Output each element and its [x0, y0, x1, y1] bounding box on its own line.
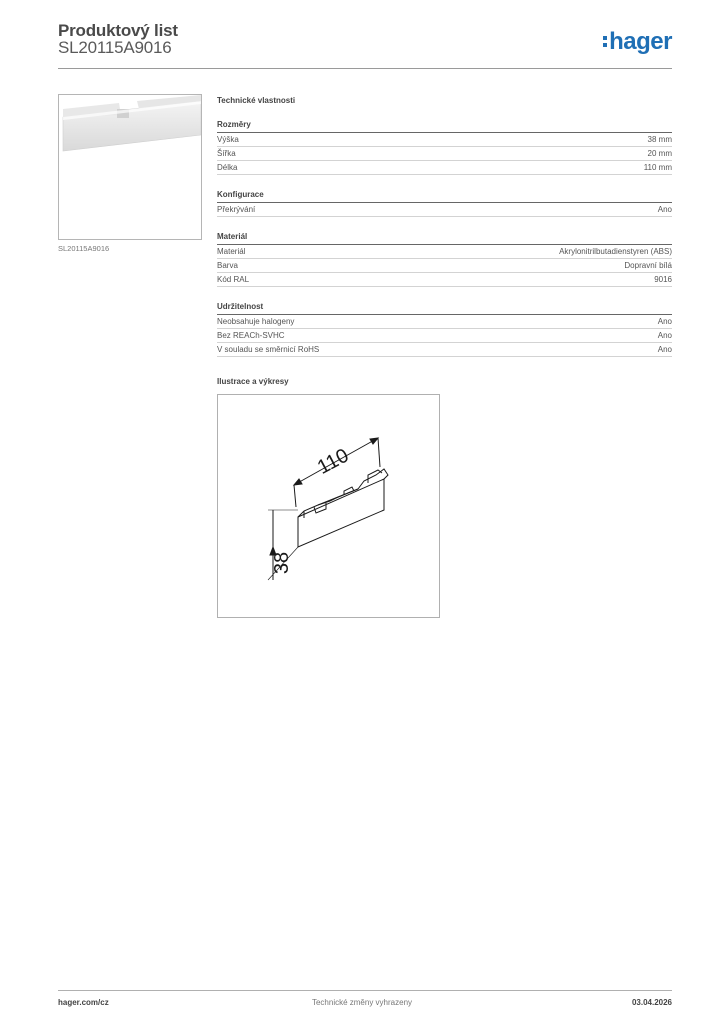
- spec-group-material: [217, 230, 672, 287]
- spec-row: [217, 343, 672, 357]
- spec-value: 110 mm: [643, 163, 672, 172]
- footer-divider: [58, 990, 672, 991]
- spec-label: Šířka: [217, 149, 236, 158]
- product-photo-graphic: [59, 95, 201, 239]
- specs-heading: Technické vlastnosti: [217, 96, 296, 105]
- spec-row: [217, 161, 672, 175]
- spec-value: Dopravní bílá: [624, 261, 672, 270]
- technical-drawing: [217, 394, 440, 618]
- spec-label: Délka: [217, 163, 238, 172]
- spec-label: Neobsahuje halogeny: [217, 317, 295, 326]
- header-divider: [58, 68, 672, 69]
- spec-row: [217, 315, 672, 329]
- spec-group-configuration: [217, 188, 672, 217]
- spec-group-title: Materiál: [217, 230, 672, 245]
- footer-notice: Technické změny vyhrazeny: [311, 998, 413, 1007]
- height-dimension-label: 38: [271, 551, 293, 575]
- image-caption: SL20115A9016: [58, 244, 110, 253]
- spec-label: V souladu se směrnicí RoHS: [217, 345, 320, 354]
- spec-value: Ano: [657, 345, 672, 354]
- spec-row: [217, 259, 672, 273]
- spec-label: Překrývání: [217, 205, 256, 214]
- logo-text: hager: [609, 28, 672, 55]
- drawings-heading: Ilustrace a výkresy: [217, 377, 289, 386]
- length-dimension-label: 110: [313, 444, 353, 479]
- spec-label: Kód RAL: [217, 275, 250, 284]
- logo-colon-icon: [603, 33, 607, 49]
- spec-value: Ano: [657, 331, 672, 340]
- spec-row: [217, 245, 672, 259]
- spec-label: Výška: [217, 135, 239, 144]
- spec-group-title: Konfigurace: [217, 188, 672, 203]
- spec-row: [217, 273, 672, 287]
- spec-value: Ano: [657, 317, 672, 326]
- spec-group-dimensions: [217, 118, 672, 175]
- footer-website-link[interactable]: hager.com/cz: [58, 998, 109, 1007]
- spec-value: 9016: [654, 275, 672, 284]
- technical-specs: [217, 96, 672, 370]
- spec-row: [217, 203, 672, 217]
- spec-row: [217, 329, 672, 343]
- page-title: Produktový list: [58, 21, 178, 40]
- spec-group-sustainability: [217, 300, 672, 357]
- spec-row: [217, 133, 672, 147]
- spec-value: 20 mm: [647, 149, 672, 158]
- product-photo: [58, 94, 202, 240]
- spec-value: Ano: [657, 205, 672, 214]
- spec-row: [217, 147, 672, 161]
- footer-date: 03.04.2026: [631, 998, 672, 1007]
- spec-value: 38 mm: [647, 135, 672, 144]
- spec-value: Akrylonitrilbutadienstyren (ABS): [559, 247, 672, 256]
- spec-label: Barva: [217, 261, 238, 270]
- dimension-drawing: [218, 395, 439, 617]
- spec-label: Materiál: [217, 247, 246, 256]
- product-code: SL20115A9016: [58, 38, 172, 57]
- spec-label: Bez REACh-SVHC: [217, 331, 285, 340]
- spec-group-title: Udržitelnost: [217, 300, 672, 315]
- spec-group-title: Rozměry: [217, 118, 672, 133]
- hager-logo: [603, 28, 672, 56]
